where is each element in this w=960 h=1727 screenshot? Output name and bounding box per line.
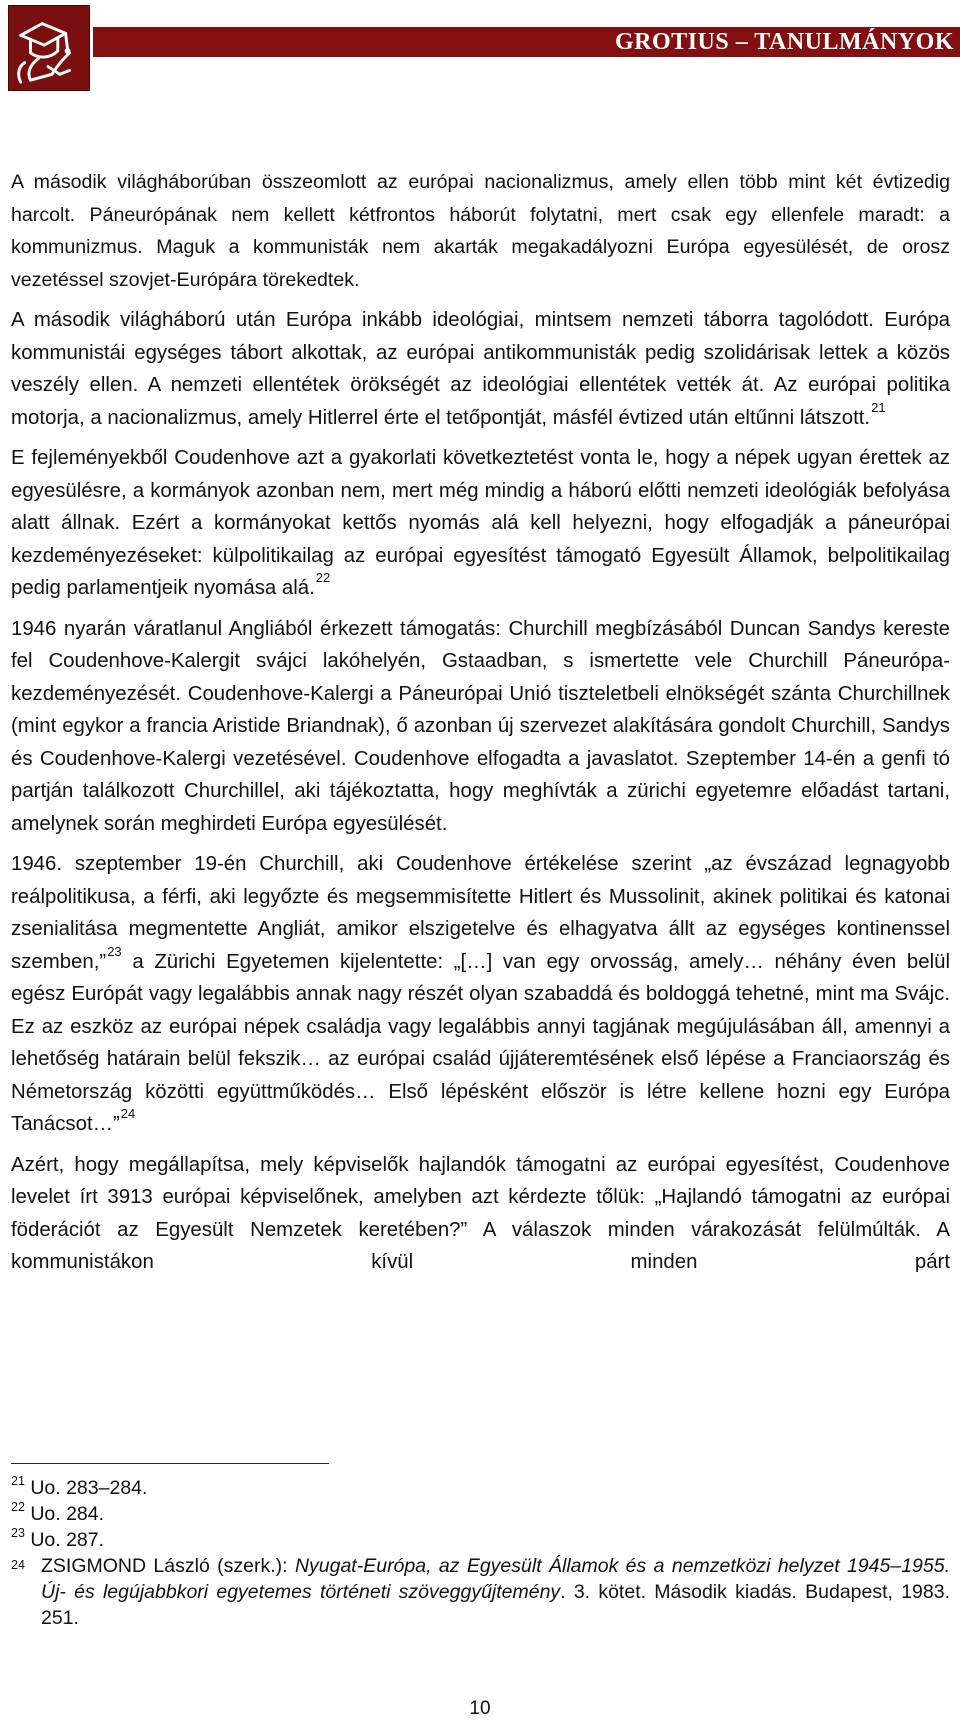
- paragraph-2-text: A második világháború után Európa inkább ideológiai, mintsem nemzeti táborra tagolódott. Európa kommunistái egységes tábort alkottak, az európai antikommunisták pedig szolidárisak lettek a közös veszély ellen. A nemzeti ellentétek örökségét az ideológiai ellentétek vették át. Az európai politika motorja, a nacionalizmus, amely Hitlerrel érte el tetőpontját, másfél évtized után eltűnni látszott.: [11, 309, 950, 429]
- paragraph-2: [11, 304, 950, 434]
- article-body: [11, 166, 950, 1279]
- graduation-cap-hand-icon: [9, 6, 89, 90]
- footnote-24: [11, 1553, 950, 1631]
- footnote-text: Uo. 284.: [30, 1503, 105, 1525]
- page-header: [0, 0, 960, 95]
- footnote-number: 23: [11, 1526, 25, 1540]
- paragraph-5: [11, 848, 950, 1141]
- footnote-ref-23[interactable]: 23: [107, 943, 122, 959]
- footnote-text: Uo. 287.: [30, 1529, 105, 1551]
- footnote-number: 21: [11, 1474, 25, 1488]
- footnotes: [11, 1475, 950, 1631]
- footnote-number: 24: [11, 1558, 25, 1572]
- paragraph-4: 1946 nyarán váratlanul Angliából érkezett támogatás: Churchill megbízásából Duncan Sandys kereste fel Coudenhove-Kalergit svájci lakóhelyén, Gstaadban, s ismertette vele Churchill Páneurópa-kezdeményezését. Coudenhove-Kalergi a Páneurópai Unió tiszteletbeli elnökségét szánta Churchillnek (mint egykor a francia Aristide Briandnak), ő azonban új szervezet alakítására gondolt Churchill, Sandys és Coudenhove-Kalergi vezetésével. Coudenhove elfogadta a javaslatot. Szeptember 14-én a genfi tó partján találkozott Churchillel, aki tájékoztatta, hogy meghívták a zürichi egyetemre előadást tartani, amelynek során meghirdeti Európa egyesülését.: [11, 617, 950, 835]
- paragraph-6: Azért, hogy megállapítsa, mely képviselők hajlandók támogatni az európai egyesítést, Coudenhove levelet írt 3913 európai képviselőnek, amelyben azt kérdezte tőlük: „Hajlandó támogatni az európai föderációt az Egyesült Nemzetek keretében?” A válaszok minden várakozását felülmúlták. A kommunistákon kívül minden párt: [11, 1153, 950, 1273]
- paragraph-5-text-b: a Zürichi Egyetemen kijelentette: „[…] van egy orvosság, amely… néhány éven belül egész Európát vagy legalábbis annak nagy részét olyan szabaddá és boldoggá tehetné, mint ma Svájc. Ez az eszköz az európai népek családja vagy legalábbis annyi tagjának megújulásában áll, amennyi a lehetőség határain belül fekszik… az európai család újjáteremtésének első lépése a Franciaország és Németország közötti együttműködés… Első lépésként először is létre kellene hozni egy Európa Tanácsot…”: [11, 950, 950, 1135]
- footnote-divider: [11, 1463, 329, 1464]
- footnote-number: 22: [11, 1500, 25, 1514]
- footnote-22: [11, 1501, 950, 1527]
- footnote-23: [11, 1527, 950, 1553]
- page-number: 10: [469, 1698, 491, 1719]
- paragraph-3-text: E fejleményekből Coudenhove azt a gyakorlati következtetést vonta le, hogy a népek ugyan érettek az egyesülésre, a kormányok azonban nem, mert még mindig a háború előtti nemzeti ideológiák befolyása alatt állnak. Ezért a kormányokat kettős nyomás alá kell helyezni, hogy elfogadják a páneurópai kezdeményezéseket: külpolitikailag az európai egyesítést támogató Egyesült Államok, belpolitikailag pedig parlamentjeik nyomása alá.: [11, 447, 950, 599]
- journal-title: GROTIUS – TANULMÁNYOK: [615, 29, 954, 55]
- footnote-text: Uo. 283–284.: [30, 1477, 148, 1499]
- footnote-details: . 3. kötet. Második kiadás. Budapest, 1983. 251.: [41, 1581, 950, 1629]
- header-banner: [93, 27, 960, 57]
- footnote-author: ZSIGMOND László (szerk.):: [41, 1555, 295, 1577]
- footnote-ref-21[interactable]: 21: [871, 399, 886, 415]
- footnote-21: [11, 1475, 950, 1501]
- grotius-logo-icon: [8, 5, 90, 91]
- paragraph-1: A második világháborúban összeomlott az európai nacionalizmus, amely ellen több mint két évtizedig harcolt. Páneurópának nem kellett kétfrontos háborút folytatni, mert csak egy ellenfele maradt: a kommunizmus. Maguk a kommunisták nem akarták megakadályozni Európa egyesülését, de orosz vezetéssel szovjet-Európára törekedtek.: [11, 171, 950, 291]
- footnote-ref-22[interactable]: 22: [315, 570, 331, 585]
- footnote-book-title: Nyugat-Európa, az Egyesült Államok és a nemzetközi helyzet 1945–1955. Új- és legújabbkori egyetemes történeti szöveggyűjtemény: [41, 1555, 950, 1603]
- paragraph-5-text-a: 1946. szeptember 19-én Churchill, aki Coudenhove értékelése szerint „az évszázad legnagyobb reálpolitikusa, a férfi, aki legyőzte és megsemmisítette Hitlert és Mussolinit, akinek politikai és katonai zsenialitása megmentette Angliát, amikor elszigetelve és elhagyatva állt az egységes kontinenssel szemben,”: [11, 853, 950, 973]
- footnote-ref-24[interactable]: 24: [120, 1106, 136, 1121]
- paragraph-3: [11, 442, 950, 605]
